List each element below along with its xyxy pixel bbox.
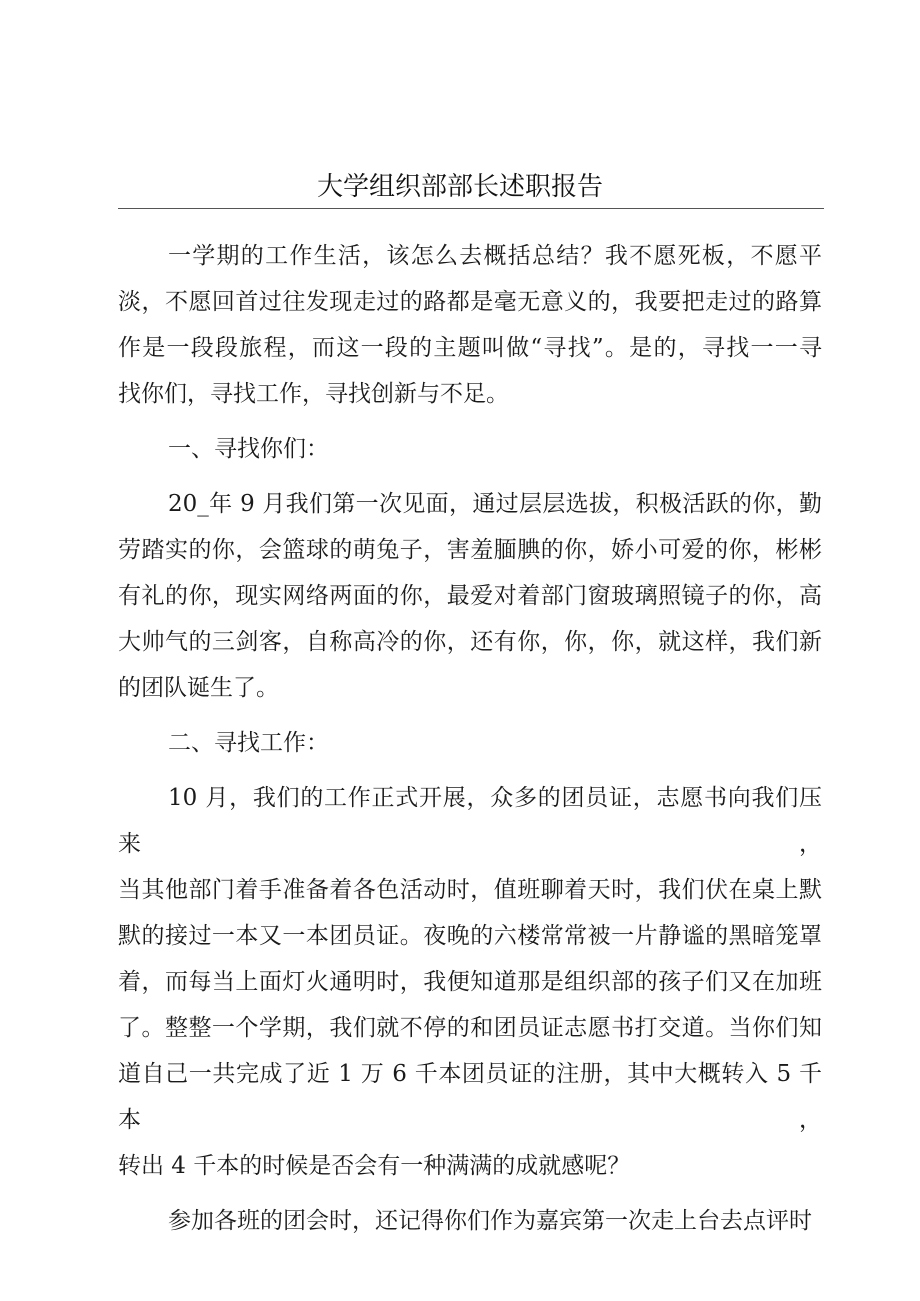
text-line: 着，而每当上面灯火通明时，我便知道那是组织部的孩子们又在加班 <box>118 969 822 995</box>
text-line: 有礼的你，现实网络两面的你，最爱对着部门窗玻璃照镜子的你，高 <box>118 583 822 609</box>
text-line: 大帅气的三剑客，自称高冷的你，还有你，你，你，就这样，我们新 <box>118 629 822 655</box>
text-line: 的团队诞生了。 <box>118 675 279 701</box>
text-line: 参加各班的团会时，还记得你们作为嘉宾第一次走上台去点评时 <box>168 1208 812 1234</box>
paragraph-find-you <box>118 481 822 711</box>
text-line: 默的接过一本又一本团员证。夜晚的六楼常常被一片静谧的黑暗笼罩 <box>118 923 822 949</box>
text-line: 找你们，寻找工作，寻找创新与不足。 <box>118 381 509 407</box>
text-line: 10 月，我们的工作正式开展，众多的团员证，志愿书向我们压来， <box>118 785 822 857</box>
text-line: 一学期的工作生活，该怎么去概括总结？我不愿死板，不愿平 <box>168 243 822 269</box>
paragraph-find-work <box>118 775 822 1189</box>
text-line: 了。整整一个学期，我们就不停的和团员证志愿书打交道。当你们知 <box>118 1015 822 1041</box>
text-line: 20_年 9 月我们第一次见面，通过层层选拔，积极活跃的你，勤 <box>168 491 822 517</box>
document-title: 大学组织部部长述职报告 <box>316 172 603 202</box>
text-line: 当其他部门着手准备着各色活动时，值班聊着天时，我们伏在桌上默 <box>118 877 822 903</box>
section-heading-find-you: 一、寻找你们： <box>168 436 329 462</box>
paragraph-team-meeting <box>118 1198 822 1244</box>
text-line: 道自己一共完成了近 1 万 6 千本团员证的注册，其中大概转入 5 千本， <box>118 1061 822 1133</box>
title-underline <box>118 208 824 209</box>
text-line: 劳踏实的你，会篮球的萌兔子，害羞腼腆的你，娇小可爱的你，彬彬 <box>118 537 822 563</box>
text-line: 作是一段段旅程，而这一段的主题叫做“寻找”。是的，寻找一一寻 <box>118 335 822 361</box>
document-body <box>118 233 822 1253</box>
paragraph-intro <box>118 233 822 417</box>
section-heading-find-work: 二、寻找工作： <box>168 730 329 756</box>
text-line: 淡，不愿回首过往发现走过的路都是毫无意义的，我要把走过的路算 <box>118 289 822 315</box>
text-line: 转出 4 千本的时候是否会有一种满满的成就感呢？ <box>118 1153 631 1179</box>
